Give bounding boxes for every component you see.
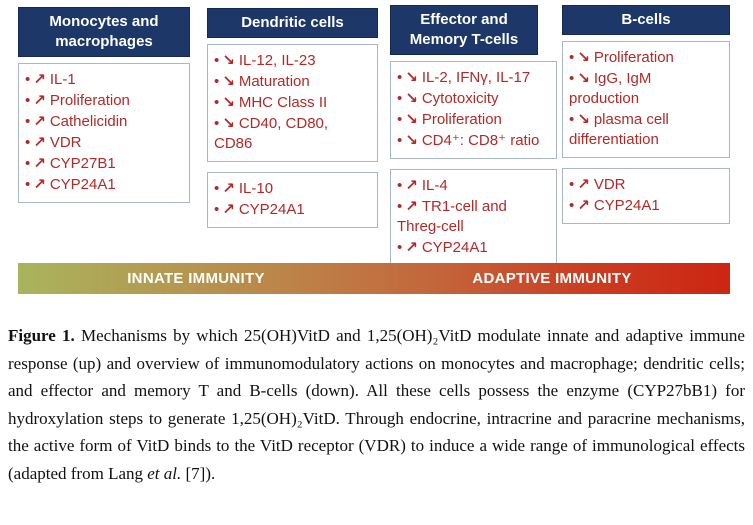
bullet-icon: • bbox=[25, 176, 31, 193]
bullet-icon: • bbox=[569, 197, 575, 214]
list-item bbox=[397, 67, 548, 88]
up-arrow-icon: ↗ bbox=[405, 197, 418, 215]
up-arrow-icon: ↗ bbox=[405, 238, 418, 256]
innate-immunity-section bbox=[18, 270, 374, 287]
item-label: IL-2, IFNγ, IL-17 bbox=[421, 69, 531, 86]
list-item bbox=[397, 88, 548, 109]
down-arrow-icon: ↘ bbox=[405, 89, 418, 107]
column-b-cells bbox=[562, 5, 730, 224]
up-arrow-icon: ↗ bbox=[33, 175, 46, 193]
caption-reference: [7]). bbox=[181, 463, 216, 483]
bullet-icon: • bbox=[397, 177, 403, 194]
list-item bbox=[25, 90, 181, 111]
item-label: CD4⁺: CD8⁺ ratio bbox=[421, 132, 540, 149]
bullet-icon: • bbox=[397, 90, 403, 107]
list-item bbox=[397, 130, 548, 151]
bullet-icon: • bbox=[569, 70, 575, 87]
list-item bbox=[214, 71, 369, 92]
item-label: MHC Class II bbox=[238, 94, 328, 111]
item-label: Cytotoxicity bbox=[421, 90, 499, 107]
bullet-icon: • bbox=[214, 115, 220, 132]
bullet-icon: • bbox=[397, 198, 403, 215]
column-effector-and-memory-t-cells bbox=[390, 5, 557, 266]
item-label: CD40, CD80, CD86 bbox=[214, 115, 329, 152]
up-arrow-icon: ↗ bbox=[33, 133, 46, 151]
down-arrow-icon: ↘ bbox=[222, 114, 235, 132]
list-item bbox=[397, 196, 548, 237]
figure-caption bbox=[8, 322, 745, 487]
item-box bbox=[390, 61, 557, 159]
list-item bbox=[214, 92, 369, 113]
caption-text: Mechanisms by which 25(OH)VitD and 1,25(OH)₂VitD modulate innate and adaptive immune response (up) and overview of immunomodulatory actions on monocytes and macrophage; dendritic cells; and effector and memory T and B-cells (down). All these cells possess the enzyme (CYP27bB1) for hydroxylation steps to generate 1,25(OH)₂VitD. Through endocrine, intracrine and paracrine mechanisms, the active form of VitD binds to the VitD receptor (VDR) to induce a wide range of immunological effects (adapted from Lang bbox=[8, 326, 745, 483]
bullet-icon: • bbox=[397, 111, 403, 128]
column-monocytes-and-macrophages bbox=[18, 7, 190, 203]
bullet-icon: • bbox=[569, 111, 575, 128]
up-arrow-icon: ↗ bbox=[222, 179, 235, 197]
item-label: Cathelicidin bbox=[49, 113, 128, 130]
up-arrow-icon: ↗ bbox=[222, 200, 235, 218]
list-item bbox=[25, 111, 181, 132]
item-box bbox=[562, 41, 730, 158]
bullet-icon: • bbox=[214, 73, 220, 90]
item-label: VDR bbox=[49, 134, 82, 151]
item-label: IL-4 bbox=[421, 177, 448, 194]
bullet-icon: • bbox=[569, 49, 575, 66]
bullet-icon: • bbox=[25, 113, 31, 130]
list-item bbox=[25, 132, 181, 153]
column-header-b-cells: B-cells bbox=[562, 5, 730, 35]
list-item bbox=[214, 50, 369, 71]
item-label: IL-10 bbox=[238, 180, 274, 197]
item-box bbox=[390, 169, 557, 266]
list-item bbox=[569, 174, 721, 195]
caption-et-al: et al. bbox=[147, 463, 182, 483]
bullet-icon: • bbox=[214, 94, 220, 111]
list-item bbox=[214, 199, 369, 220]
item-label: CYP24A1 bbox=[593, 197, 660, 214]
list-item bbox=[25, 69, 181, 90]
list-item bbox=[214, 178, 369, 199]
bullet-icon: • bbox=[397, 69, 403, 86]
list-item bbox=[569, 68, 721, 109]
down-arrow-icon: ↘ bbox=[405, 131, 418, 149]
item-box bbox=[207, 44, 378, 162]
down-arrow-icon: ↘ bbox=[405, 68, 418, 86]
item-label: Maturation bbox=[238, 73, 310, 90]
list-item bbox=[397, 237, 548, 258]
down-arrow-icon: ↘ bbox=[222, 93, 235, 111]
caption-figure-label: Figure 1. bbox=[8, 326, 75, 345]
item-label: CYP24A1 bbox=[421, 239, 488, 256]
item-label: CYP24A1 bbox=[238, 201, 305, 218]
item-label: CYP27B1 bbox=[49, 155, 116, 172]
item-label: CYP24A1 bbox=[49, 176, 116, 193]
list-item bbox=[569, 109, 721, 150]
down-arrow-icon: ↘ bbox=[577, 110, 590, 128]
up-arrow-icon: ↗ bbox=[577, 175, 590, 193]
down-arrow-icon: ↘ bbox=[222, 51, 235, 69]
immunity-gradient-bar bbox=[18, 263, 730, 294]
list-item bbox=[569, 195, 721, 216]
up-arrow-icon: ↗ bbox=[33, 112, 46, 130]
item-label: VDR bbox=[593, 176, 626, 193]
bullet-icon: • bbox=[25, 71, 31, 88]
list-item bbox=[397, 175, 548, 196]
down-arrow-icon: ↘ bbox=[577, 48, 590, 66]
adaptive-immunity-label: ADAPTIVE IMMUNITY bbox=[472, 270, 632, 287]
up-arrow-icon: ↗ bbox=[405, 176, 418, 194]
bullet-icon: • bbox=[25, 92, 31, 109]
up-arrow-icon: ↗ bbox=[33, 70, 46, 88]
down-arrow-icon: ↘ bbox=[222, 72, 235, 90]
item-box bbox=[562, 168, 730, 224]
item-label: plasma cell differentiation bbox=[569, 111, 669, 148]
item-label: IL-1 bbox=[49, 71, 76, 88]
column-dendritic-cells bbox=[207, 8, 378, 228]
down-arrow-icon: ↘ bbox=[577, 69, 590, 87]
list-item bbox=[569, 47, 721, 68]
up-arrow-icon: ↗ bbox=[33, 154, 46, 172]
item-label: IL-12, IL-23 bbox=[238, 52, 316, 69]
item-box bbox=[207, 172, 378, 228]
list-item bbox=[25, 174, 181, 195]
bullet-icon: • bbox=[214, 180, 220, 197]
column-header-monocytes-and-macrophages: Monocytes and macrophages bbox=[18, 7, 190, 57]
up-arrow-icon: ↗ bbox=[33, 91, 46, 109]
bullet-icon: • bbox=[569, 176, 575, 193]
column-header-dendritic-cells: Dendritic cells bbox=[207, 8, 378, 38]
up-arrow-icon: ↗ bbox=[577, 196, 590, 214]
item-label: Proliferation bbox=[49, 92, 130, 109]
list-item bbox=[397, 109, 548, 130]
item-box bbox=[18, 63, 190, 203]
bullet-icon: • bbox=[25, 134, 31, 151]
down-arrow-icon: ↘ bbox=[405, 110, 418, 128]
bullet-icon: • bbox=[214, 201, 220, 218]
column-header-effector-and-memory-t-cells: Effector and Memory T-cells bbox=[390, 5, 538, 55]
bullet-icon: • bbox=[214, 52, 220, 69]
adaptive-immunity-section bbox=[374, 270, 730, 287]
bullet-icon: • bbox=[397, 239, 403, 256]
list-item bbox=[214, 113, 369, 154]
list-item bbox=[25, 153, 181, 174]
item-label: TR1-cell and Threg-cell bbox=[397, 198, 507, 235]
innate-immunity-label: INNATE IMMUNITY bbox=[127, 270, 265, 287]
item-label: IgG, IgM production bbox=[569, 70, 652, 107]
bullet-icon: • bbox=[25, 155, 31, 172]
item-label: Proliferation bbox=[593, 49, 674, 66]
item-label: Proliferation bbox=[421, 111, 502, 128]
bullet-icon: • bbox=[397, 132, 403, 149]
